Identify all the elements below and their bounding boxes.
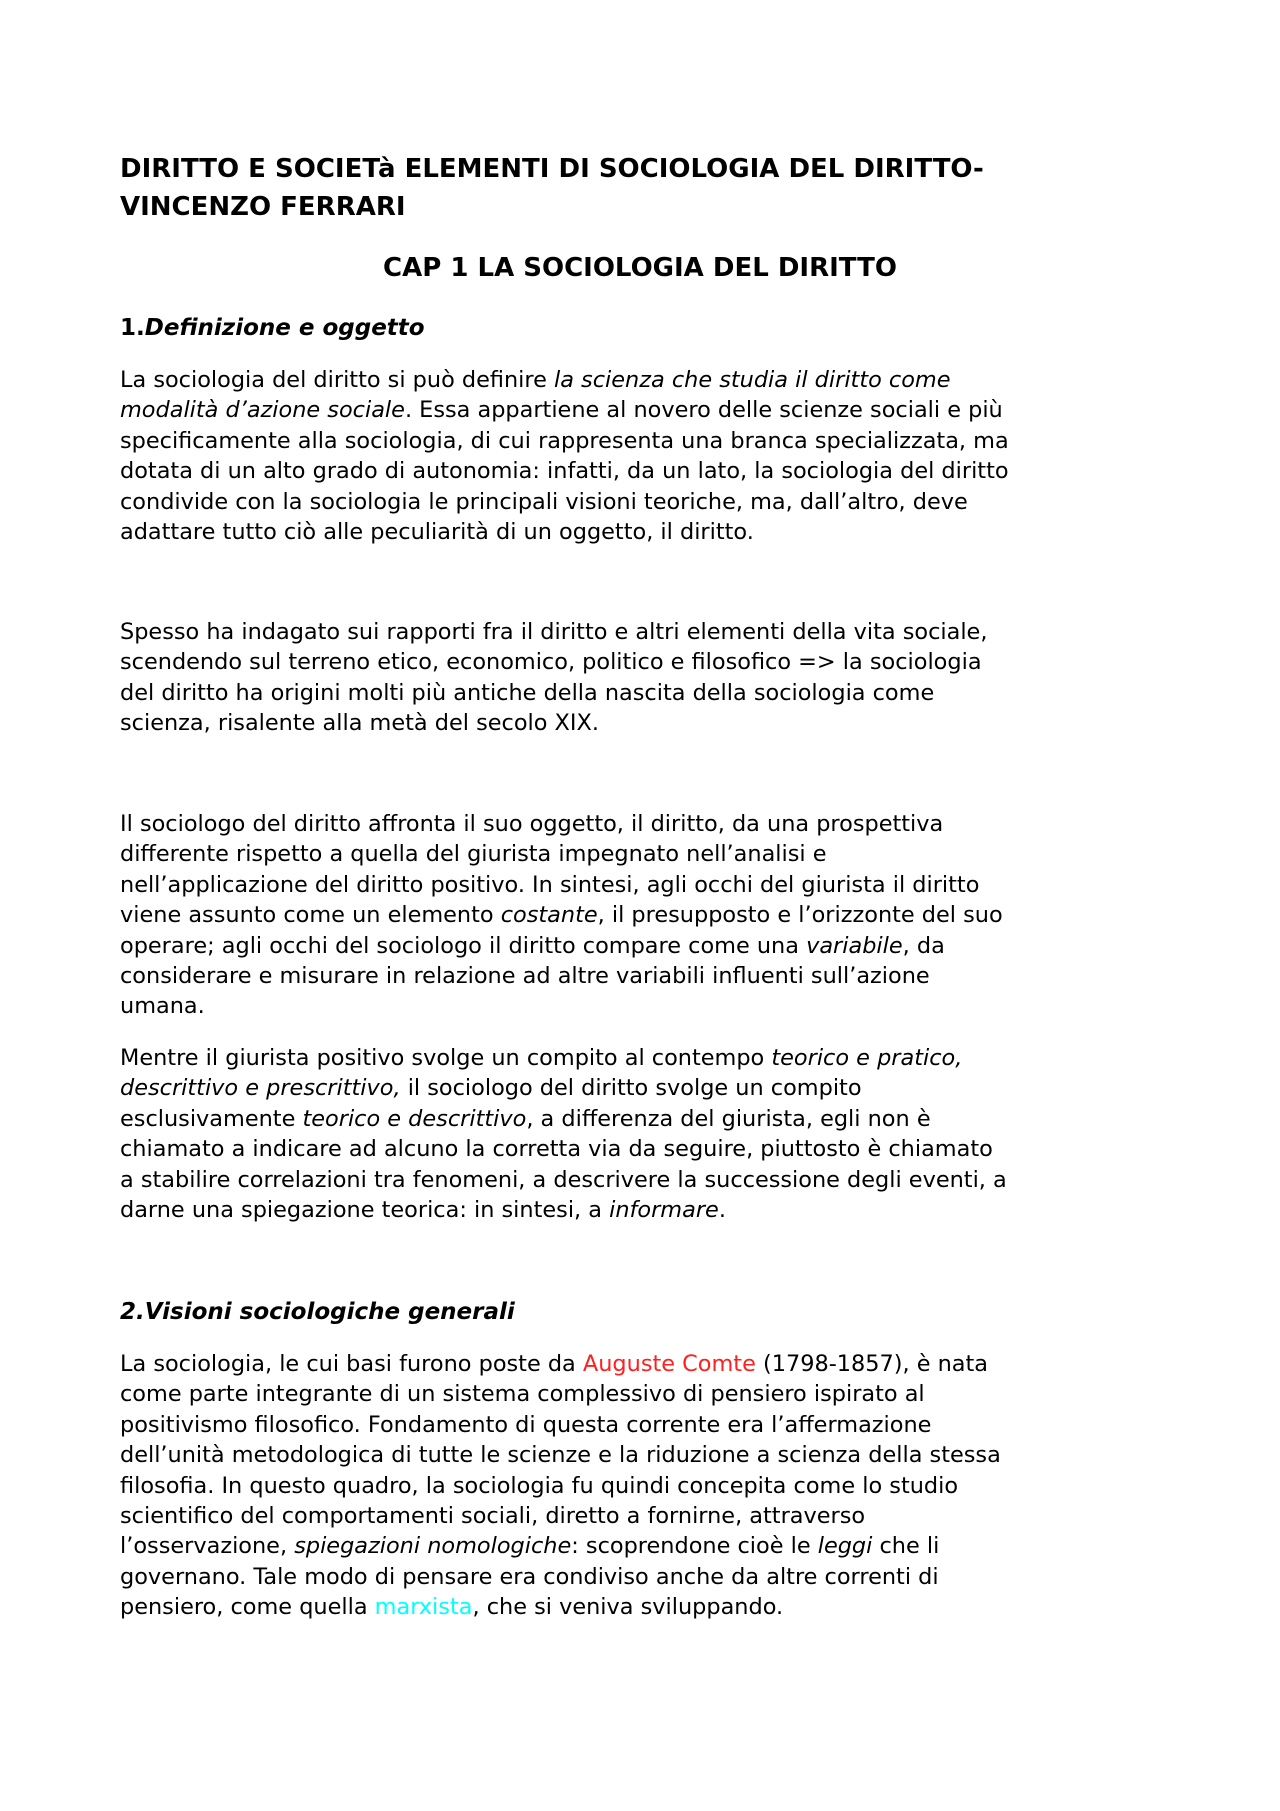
text-line	[120, 1195, 1180, 1225]
text-segment: del diritto ha origini molti più antiche della nascita della sociologia come	[120, 679, 935, 706]
text-segment: darne una spiegazione teorica: in sintesi, a	[120, 1196, 610, 1223]
text-segment: la scienza che studia il diritto come	[554, 367, 951, 393]
text-line	[120, 708, 1180, 738]
text-line	[120, 395, 1180, 425]
text-line	[120, 1531, 1180, 1561]
text-segment: che li	[872, 1533, 940, 1560]
text-line	[120, 426, 1180, 456]
text-segment: viene assunto come un elemento	[120, 902, 501, 929]
text-segment: Definizione e oggetto	[144, 315, 425, 341]
text-segment: (1798-1857), è nata	[755, 1351, 989, 1377]
section-heading-1	[120, 313, 1180, 343]
text-line	[120, 931, 1180, 961]
text-line	[120, 487, 1180, 517]
text-line	[120, 1592, 1180, 1622]
text-line	[120, 1440, 1180, 1470]
chapter-heading	[0, 249, 1280, 287]
text-segment: : scoprendone cioè le	[571, 1533, 818, 1560]
text-line	[120, 365, 1180, 395]
text-line	[120, 647, 1180, 677]
text-segment: La sociologia, le cui basi furono poste da	[120, 1351, 583, 1377]
text-segment: .	[718, 1196, 726, 1223]
text-segment: 2.Visioni sociologiche generali	[120, 1299, 515, 1325]
text-segment: considerare e misurare in relazione ad altre variabili influenti sull’azione	[120, 962, 930, 989]
text-segment: leggi	[817, 1533, 873, 1560]
text-line	[120, 678, 1180, 708]
paragraph-definition	[120, 365, 1180, 547]
paragraph-origins	[120, 617, 1180, 739]
text-line	[120, 839, 1180, 869]
text-line	[120, 1297, 1180, 1327]
text-line	[120, 1165, 1180, 1195]
text-segment: , che si veniva sviluppando.	[472, 1594, 784, 1621]
text-segment: variabile	[806, 932, 903, 959]
text-line	[120, 1043, 1180, 1073]
text-segment: differente rispetto a quella del giurista impegnato nell’analisi e	[120, 841, 827, 868]
text-line	[120, 961, 1180, 991]
text-segment: teorico e descrittivo	[302, 1105, 527, 1132]
document-title	[120, 150, 1180, 226]
text-segment: DIRITTO E SOCIETà ELEMENTI DI SOCIOLOGIA DEL DIRITTO-	[120, 154, 984, 184]
text-segment: costante	[500, 902, 598, 929]
text-segment: condivide con la sociologia le principali visioni teoriche, ma, dall’altro, deve	[120, 488, 968, 515]
highlighted-term[interactable]: Auguste Comte	[582, 1351, 756, 1377]
text-segment: a stabilire correlazioni tra fenomeni, a descrivere la successione degli eventi, a	[120, 1166, 1007, 1193]
text-segment: filosofia. In questo quadro, la sociologia fu quindi concepita come lo studio	[120, 1472, 959, 1499]
text-segment: Mentre il giurista positivo svolge un compito al contempo	[120, 1045, 772, 1071]
text-line	[0, 249, 1280, 287]
text-segment: operare; agli occhi del sociologo il diritto compare come una	[120, 932, 807, 959]
text-line	[120, 1501, 1180, 1531]
highlighted-term[interactable]: marxista	[374, 1594, 473, 1621]
text-line	[120, 517, 1180, 547]
text-segment: descrittivo e prescrittivo,	[120, 1075, 401, 1102]
text-segment: VINCENZO FERRARI	[120, 192, 406, 222]
text-segment: scienza, risalente alla metà del secolo XIX.	[120, 710, 599, 737]
text-segment: dotata di un alto grado di autonomia: infatti, da un lato, la sociologia del diritto	[120, 458, 1009, 485]
text-segment: La sociologia del diritto si può definire	[120, 367, 554, 393]
text-line	[120, 1073, 1180, 1103]
text-segment: esclusivamente	[120, 1105, 303, 1132]
text-segment: informare	[609, 1196, 719, 1223]
text-segment: specificamente alla sociologia, di cui rappresenta una branca specializzata, ma	[120, 427, 1009, 454]
section-heading-2	[120, 1297, 1180, 1327]
text-segment: 1.	[120, 315, 145, 341]
text-segment: dell’unità metodologica di tutte le scienze e la riduzione a scienza della stessa	[120, 1442, 1001, 1469]
paragraph-task	[120, 1043, 1180, 1225]
text-segment: , da	[902, 932, 945, 959]
text-segment: modalità d’azione sociale	[120, 397, 405, 424]
text-line	[120, 870, 1180, 900]
text-segment: Spesso ha indagato sui rapporti fra il diritto e altri elementi della vita sociale,	[120, 619, 988, 645]
text-segment: adattare tutto ciò alle peculiarità di un oggetto, il diritto.	[120, 518, 754, 545]
text-segment: pensiero, come quella	[120, 1594, 375, 1621]
text-line	[120, 809, 1180, 839]
text-segment: , il presupposto e l’orizzonte del suo	[597, 902, 1003, 929]
text-line	[120, 1134, 1180, 1164]
text-line	[120, 1349, 1180, 1379]
text-line	[120, 1410, 1180, 1440]
text-line	[120, 1562, 1180, 1592]
text-segment: spiegazioni nomologiche	[294, 1533, 572, 1560]
text-line	[120, 188, 1180, 226]
text-segment: scientifico del comportamenti sociali, diretto a fornirne, attraverso	[120, 1502, 866, 1529]
text-line	[120, 900, 1180, 930]
text-line	[120, 150, 1180, 188]
text-segment: chiamato a indicare ad alcuno la corretta via da seguire, piuttosto è chiamato	[120, 1136, 993, 1163]
text-segment: come parte integrante di un sistema complessivo di pensiero ispirato al	[120, 1381, 925, 1408]
text-line	[120, 617, 1180, 647]
text-segment: il sociologo del diritto svolge un compito	[400, 1075, 862, 1102]
text-segment: teorico e pratico,	[771, 1045, 963, 1071]
text-line	[120, 313, 1180, 343]
text-line	[120, 1471, 1180, 1501]
text-segment: nell’applicazione del diritto positivo. In sintesi, agli occhi del giurista il diritto	[120, 871, 980, 898]
text-line	[120, 456, 1180, 486]
paragraph-perspective	[120, 809, 1180, 1022]
text-segment: CAP 1 LA SOCIOLOGIA DEL DIRITTO	[383, 253, 897, 283]
text-line	[120, 1104, 1180, 1134]
text-segment: l’osservazione,	[120, 1533, 295, 1560]
text-segment: scendendo sul terreno etico, economico, politico e filosofico => la sociologia	[120, 649, 982, 676]
text-segment: . Essa appartiene al novero delle scienze sociali e più	[404, 397, 1003, 424]
text-line	[120, 1379, 1180, 1409]
text-segment: , a differenza del giurista, egli non è	[526, 1105, 931, 1132]
text-line	[120, 991, 1180, 1021]
text-segment: Il sociologo del diritto affronta il suo oggetto, il diritto, da una prospettiva	[120, 811, 944, 837]
text-segment: governano. Tale modo di pensare era condiviso anche da altre correnti di	[120, 1563, 939, 1590]
text-segment: umana.	[120, 993, 205, 1020]
paragraph-sociology	[120, 1349, 1180, 1623]
text-segment: positivismo filosofico. Fondamento di questa corrente era l’affermazione	[120, 1411, 932, 1438]
